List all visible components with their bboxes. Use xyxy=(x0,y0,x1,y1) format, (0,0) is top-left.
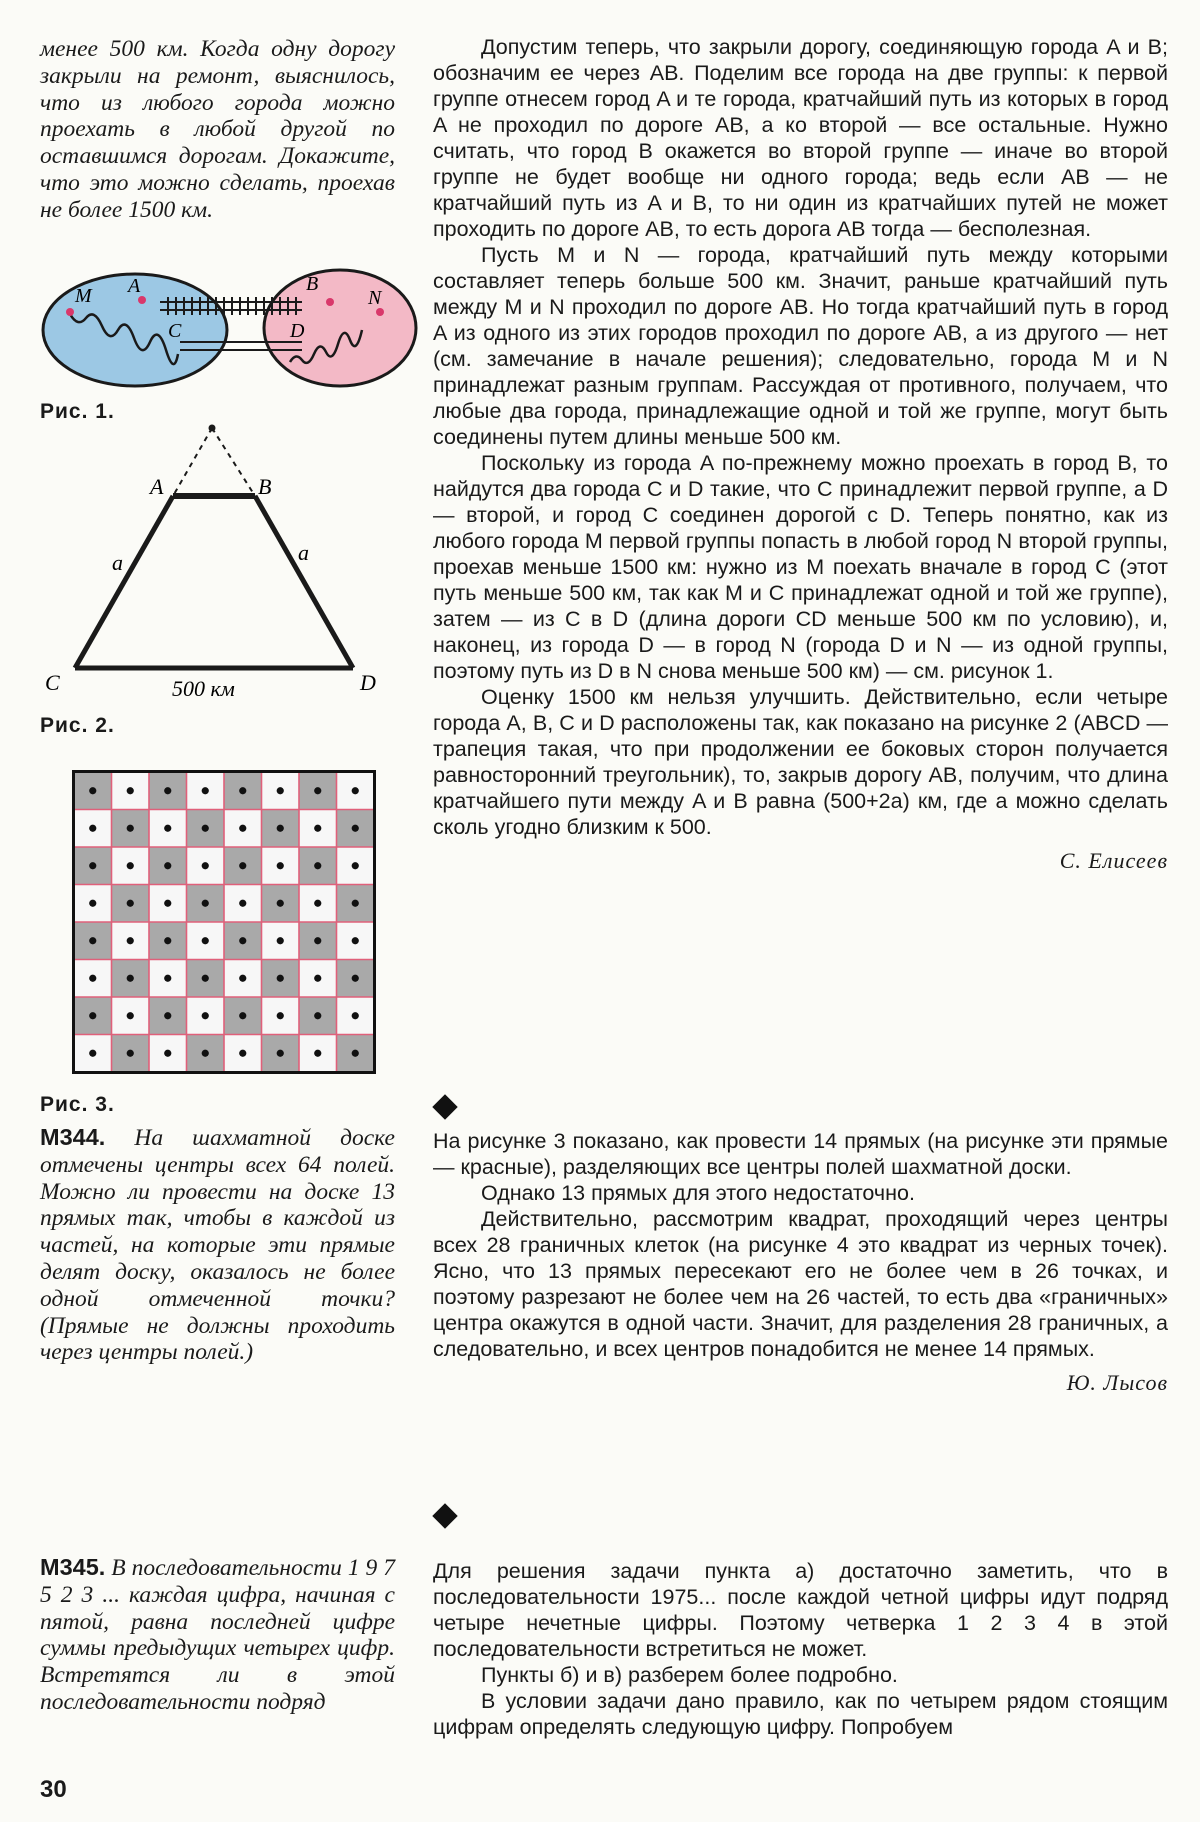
field-center-dot xyxy=(352,1012,359,1019)
field-center-dot xyxy=(314,825,321,832)
field-center-dot xyxy=(277,825,284,832)
field-center-dot xyxy=(202,862,209,869)
field-center-dot xyxy=(352,825,359,832)
field-center-dot xyxy=(164,787,171,794)
field-center-dot xyxy=(164,900,171,907)
field-center-dot xyxy=(202,787,209,794)
paragraph: Действительно, рассмотрим квадрат, проходящий через центры всех 28 граничных клеток (на рисунке 4 это квадрат из черных точек). Ясно, что 13 прямых пересекают его не более чем в 26 точках, и поэтому разрезают не более чем на 26 частей, то есть два «граничных» центра окажутся в одной части. Значит, для разделения 28 граничных, а следовательно, и всех центров понадобится не менее 14 прямых. xyxy=(433,1207,1168,1361)
author-signature: Ю. Лысов xyxy=(1066,1370,1168,1395)
field-center-dot xyxy=(127,937,134,944)
label-side-left: a xyxy=(112,550,123,575)
field-center-dot xyxy=(239,975,246,982)
field-center-dot xyxy=(314,1050,321,1057)
field-center-dot xyxy=(164,975,171,982)
field-center-dot xyxy=(314,975,321,982)
field-center-dot xyxy=(239,825,246,832)
figure-2-caption: Рис. 2. xyxy=(40,714,115,737)
problem-code-m345: М345. xyxy=(40,1554,106,1580)
problem-m345 xyxy=(40,1554,395,1716)
figure-1-caption: Рис. 1. xyxy=(40,400,115,423)
paragraph: Поскольку из города A по-прежнему можно проехать в город B, то найдутся два города C и D такие, что C принадлежит первой группе, а D — второй, и город C соединен дорогой с D. Теперь понятно, как из любого города M первой группы попасть в любой город N второй группы, проехав меньше 1500 км: нужно из M поехать вначале в город C (этот путь меньше 500 км, так как M и C принадлежат одной и той же группе), затем — из C в D (длина дороги CD меньше 500 км по условию), и, наконец, из города D — в город N (города D и N — из одной группы, поэтому путь из D в N снова меньше 500 км) — см. рисунок 1. xyxy=(433,451,1168,683)
field-center-dot xyxy=(277,1012,284,1019)
field-center-dot xyxy=(277,937,284,944)
label-n: N xyxy=(368,287,382,309)
label-b: B xyxy=(306,273,319,295)
problem-code-m344: М344. xyxy=(40,1124,106,1150)
label-d: D xyxy=(290,320,305,342)
field-center-dot xyxy=(314,900,321,907)
field-center-dot xyxy=(127,1012,134,1019)
paragraph: На рисунке 3 показано, как провести 14 прямых (на рисунке эти прямые — красные), разделяющих все центры полей шахматной доски. xyxy=(433,1129,1168,1179)
field-center-dot xyxy=(164,862,171,869)
field-center-dot xyxy=(314,787,321,794)
field-center-dot xyxy=(164,937,171,944)
problem-intro-text: менее 500 км. Когда одну дорогу закрыли на ремонт, выяснилось, что из любого города можно проехать в любой другой по оставшимся дорогам. Докажите, что это можно сделать, проехав не более 1500 км. xyxy=(40,36,395,223)
figure-3-chessboard xyxy=(72,770,376,1074)
paragraph: Однако 13 прямых для этого недостаточно. xyxy=(481,1181,915,1205)
figure-3-caption: Рис. 3. xyxy=(40,1093,115,1116)
paragraph: Пусть M и N — города, кратчайший путь между которыми составляет теперь больше 500 км. Значит, раньше кратчайший путь между M и N проходил по дороге AB. Но тогда кратчайший путь в город A из одного из этих городов проходил по дороге AB, а из другого — нет (см. замечание в начале решения); следовательно, города M и N принадлежат разным группам. Рассуждая от противного, получаем, что любые два города, принадлежащие одной и той же группе, могут быть соединены путем длины меньше 500 км. xyxy=(433,243,1168,449)
field-center-dot xyxy=(202,937,209,944)
field-center-dot xyxy=(127,787,134,794)
field-center-dot xyxy=(239,1050,246,1057)
field-center-dot xyxy=(127,1050,134,1057)
field-center-dot xyxy=(352,862,359,869)
solution-m344 xyxy=(433,1128,1168,1396)
problem-continuation xyxy=(40,36,395,224)
field-center-dot xyxy=(314,862,321,869)
field-center-dot xyxy=(127,862,134,869)
field-center-dot xyxy=(277,900,284,907)
paragraph: Для решения задачи пункта а) достаточно заметить, что в последовательности 1975... после каждой четной цифры идут подряд четыре нечетные цифры. Поэтому четверка 1 2 3 4 в этой последовательности встретиться не может. xyxy=(433,1559,1168,1661)
field-center-dot xyxy=(89,1050,96,1057)
solution-m345 xyxy=(433,1558,1168,1740)
problem-m344-text: На шахматной доске отмечены центры всех 64 полей. Можно ли провести на доске 13 прямых так, чтобы в каждой из частей, на которые эти прямые делят доску, оказалось не более одной отмеченной точки? (Прямые не должны проходить через центры полей.) xyxy=(40,1125,395,1366)
field-center-dot xyxy=(352,900,359,907)
field-center-dot xyxy=(277,1050,284,1057)
problem-m345-text: В последовательности 1 9 7 5 2 3 ... каждая цифра, начиная с пятой, равна последней цифре суммы предыдущих четырех цифр. Встретятся ли в этой последовательности подряд xyxy=(40,1555,396,1715)
paragraph: В условии задачи дано правило, как по четырем рядом стоящим цифрам определять следующую цифру. Попробуем xyxy=(433,1689,1168,1739)
field-center-dot xyxy=(164,825,171,832)
field-center-dot xyxy=(239,900,246,907)
field-center-dot xyxy=(352,975,359,982)
paragraph: Допустим теперь, что закрыли дорогу, соединяющую города A и B; обозначим ее через AB. Поделим все города на две группы: к первой группе отнесем город A и те города, кратчайший путь из которых в город A не проходил по дороге AB, а ко второй — все остальные. Нужно считать, что город B окажется во второй группе — иначе во второй группе не будет вообще ни одного города; ведь если AB — не кратчайший путь из A и B, то ни один из кратчайших путей не может проходить по дороге AB, то есть дорога AB тогда — бесполезная. xyxy=(433,35,1168,241)
section-divider-diamond xyxy=(432,1094,457,1119)
field-center-dot xyxy=(202,1050,209,1057)
field-center-dot xyxy=(314,937,321,944)
label-d: D xyxy=(360,670,376,695)
field-center-dot xyxy=(127,825,134,832)
field-center-dot xyxy=(202,900,209,907)
field-center-dot xyxy=(89,900,96,907)
field-center-dot xyxy=(277,862,284,869)
field-center-dot xyxy=(277,975,284,982)
section-divider-diamond xyxy=(432,1503,457,1528)
label-side-right: a xyxy=(298,540,309,565)
figure-2 xyxy=(40,418,400,708)
side-bd xyxy=(255,496,353,668)
label-a: A xyxy=(150,474,164,499)
field-center-dot xyxy=(202,1012,209,1019)
field-center-dot xyxy=(202,975,209,982)
label-b: B xyxy=(258,474,272,499)
field-center-dot xyxy=(164,1050,171,1057)
solution-m343 xyxy=(433,34,1168,874)
field-center-dot xyxy=(164,1012,171,1019)
field-center-dot xyxy=(202,825,209,832)
label-m: M xyxy=(75,285,92,307)
figure-1 xyxy=(40,262,420,412)
field-center-dot xyxy=(277,787,284,794)
field-center-dot xyxy=(89,937,96,944)
paragraph: Пункты б) и в) разберем более подробно. xyxy=(481,1663,898,1687)
field-center-dot xyxy=(352,1050,359,1057)
field-center-dot xyxy=(89,862,96,869)
problem-m344 xyxy=(40,1124,395,1366)
label-a: A xyxy=(128,275,141,297)
page-number: 30 xyxy=(40,1776,67,1803)
label-c: C xyxy=(168,320,182,342)
field-center-dot xyxy=(127,975,134,982)
label-c: C xyxy=(45,670,60,695)
field-center-dot xyxy=(89,1012,96,1019)
field-center-dot xyxy=(314,1012,321,1019)
field-center-dot xyxy=(352,787,359,794)
label-base-length: 500 км xyxy=(172,676,235,701)
field-center-dot xyxy=(89,787,96,794)
field-center-dot xyxy=(352,937,359,944)
side-ac xyxy=(75,496,173,668)
paragraph: Оценку 1500 км нельзя улучшить. Действительно, если четыре города A, B, C и D расположены так, как показано на рисунке 2 (ABCD — трапеция такая, что при продолжении ее боковых сторон получается равносторонний треугольник), то, закрыв дорогу AB, получим, что длина кратчайшего пути между A и B равна (500+2a) км, где a можно сделать сколь угодно близким к 500. xyxy=(433,685,1168,839)
field-center-dot xyxy=(89,825,96,832)
field-center-dot xyxy=(239,787,246,794)
field-center-dot xyxy=(127,900,134,907)
field-center-dot xyxy=(239,937,246,944)
field-center-dot xyxy=(89,975,96,982)
pink-group-region xyxy=(264,270,416,386)
author-signature: С. Елисеев xyxy=(1059,848,1168,873)
field-center-dot xyxy=(239,862,246,869)
field-center-dot xyxy=(239,1012,246,1019)
